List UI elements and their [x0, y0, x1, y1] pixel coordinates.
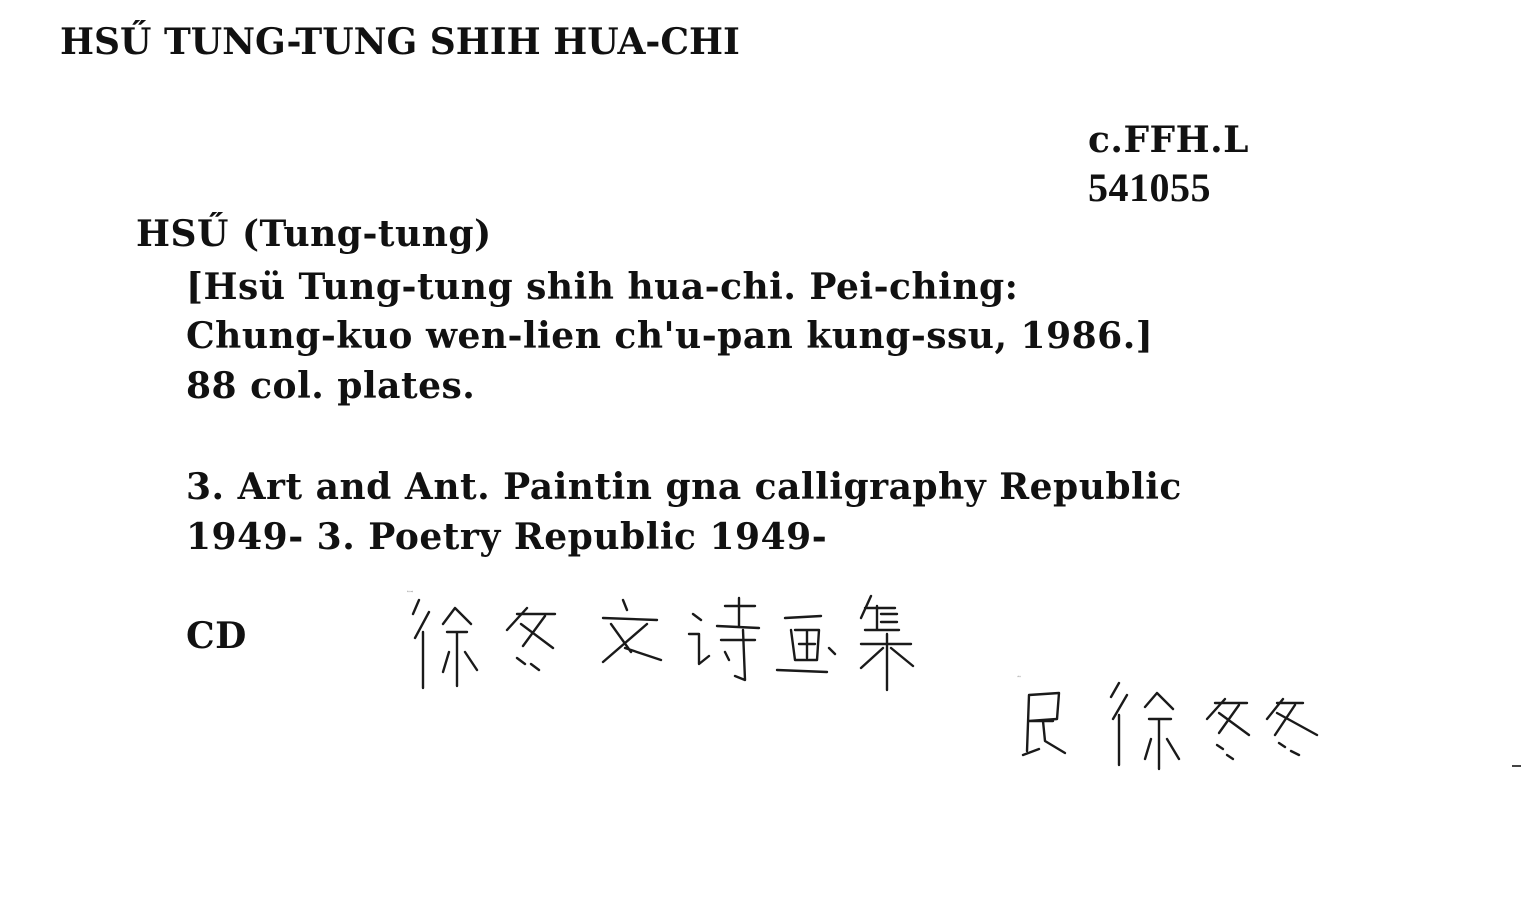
author-entry: HSŰ (Tung-tung)	[136, 213, 492, 255]
call-number-line-1: c.FFH.L	[1088, 119, 1249, 161]
handwritten-name-text	[1017, 675, 1021, 678]
collation-line: 88 col. plates.	[186, 365, 476, 407]
format-code: CD	[186, 615, 247, 657]
card-heading: HSŰ TUNG-TUNG SHIH HUA-CHI	[60, 21, 740, 63]
call-number-line-2: 541055	[1088, 165, 1211, 210]
title-line-1: [Hsü Tung-tung shih hua-chi. Pei-ching:	[186, 266, 1019, 308]
handwritten-chinese-name	[1015, 675, 1335, 785]
handwritten-chinese-title	[405, 590, 965, 700]
subject-line-2: 1949- 3. Poetry Republic 1949-	[186, 516, 828, 558]
handwritten-title-text	[407, 590, 413, 593]
edge-mark	[1512, 765, 1521, 767]
title-line-2: Chung-kuo wen-lien ch'u-pan kung-ssu, 1986.]	[186, 315, 1154, 357]
subject-line-1: 3. Art and Ant. Paintin gna calligraphy Republic	[186, 466, 1182, 508]
